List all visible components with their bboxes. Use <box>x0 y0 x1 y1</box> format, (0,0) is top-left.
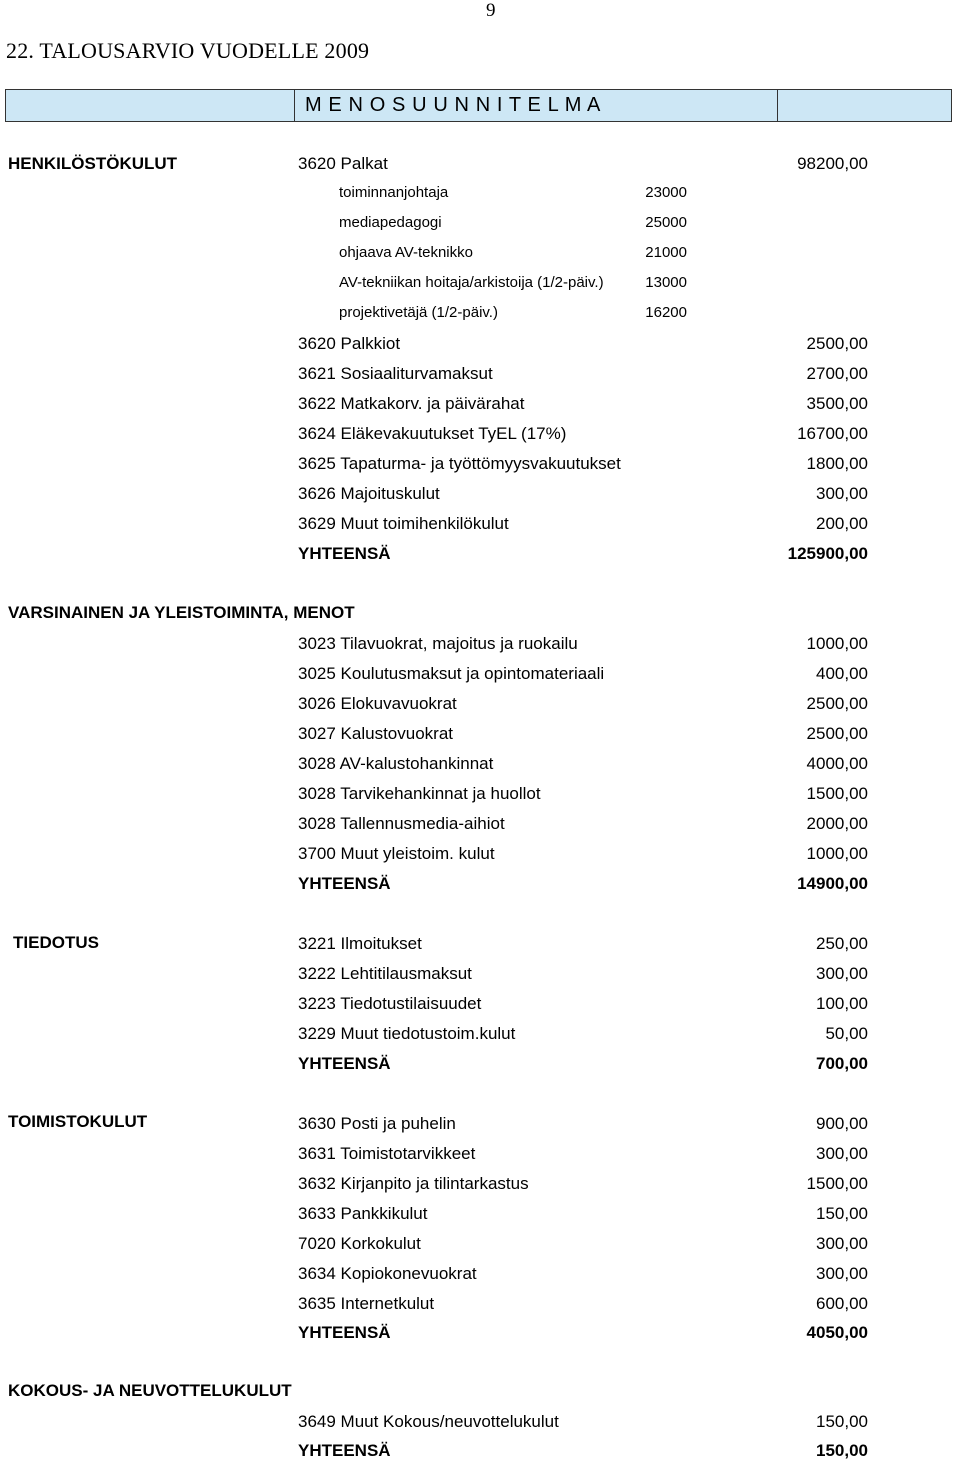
line-label: 3026 Elokuvavuokrat <box>298 694 457 713</box>
line-amount: 1500,00 <box>806 784 868 803</box>
budget-line <box>298 1204 868 1226</box>
budget-line <box>298 1024 868 1046</box>
budget-line <box>298 154 868 176</box>
section-total <box>298 874 868 896</box>
salary-item-amount: 25000 <box>645 214 687 231</box>
total-amount: 700,00 <box>816 1054 868 1073</box>
line-amount: 900,00 <box>816 1114 868 1133</box>
line-amount: 600,00 <box>816 1294 868 1313</box>
section-title-varsinainen: VARSINAINEN JA YLEISTOIMINTA, MENOT <box>8 603 355 622</box>
budget-line <box>298 844 868 866</box>
line-amount: 1500,00 <box>806 1174 868 1193</box>
budget-line <box>298 454 868 476</box>
line-label: 3634 Kopiokonevuokrat <box>298 1264 477 1283</box>
salary-item-amount: 21000 <box>645 244 687 261</box>
section-title-tiedotus: TIEDOTUS <box>13 933 99 952</box>
budget-line <box>298 634 868 656</box>
total-label: YHTEENSÄ <box>298 874 391 893</box>
line-amount: 300,00 <box>816 1234 868 1253</box>
section-title-toimisto: TOIMISTOKULUT <box>8 1112 148 1131</box>
line-label: 3625 Tapaturma- ja työttömyysvakuutukset <box>298 454 621 473</box>
section-title-henkilosto: HENKILÖSTÖKULUT <box>8 154 178 173</box>
line-label: 3620 Palkkiot <box>298 334 401 353</box>
line-label: 7020 Korkokulut <box>298 1234 421 1253</box>
budget-line <box>298 334 868 356</box>
line-label: 3633 Pankkikulut <box>298 1204 428 1223</box>
line-amount: 2700,00 <box>806 364 868 383</box>
section-total <box>298 1441 868 1463</box>
budget-line <box>298 814 868 836</box>
line-label: 3629 Muut toimihenkilökulut <box>298 514 509 533</box>
salary-item-label: mediapedagogi <box>339 214 442 231</box>
line-label: 3631 Toimistotarvikkeet <box>298 1144 476 1163</box>
line-label: 3635 Internetkulut <box>298 1294 435 1313</box>
line-label: 3028 Tallennusmedia-aihiot <box>298 814 505 833</box>
total-label: YHTEENSÄ <box>298 544 391 563</box>
budget-line <box>298 484 868 506</box>
line-amount: 16700,00 <box>797 424 868 443</box>
line-label: 3624 Eläkevakuutukset TyEL (17%) <box>298 424 567 443</box>
line-label: 3028 AV-kalustohankinnat <box>298 754 494 773</box>
line-label: 3027 Kalustovuokrat <box>298 724 453 743</box>
line-amount: 200,00 <box>816 514 868 533</box>
line-amount: 2500,00 <box>806 724 868 743</box>
line-label: 3621 Sosiaaliturvamaksut <box>298 364 493 383</box>
section-total <box>298 544 868 566</box>
budget-line <box>298 784 868 806</box>
budget-line <box>298 1174 868 1196</box>
line-amount: 4000,00 <box>806 754 868 773</box>
line-label: 3023 Tilavuokrat, majoitus ja ruokailu <box>298 634 578 653</box>
budget-line <box>298 1234 868 1256</box>
budget-line <box>298 664 868 686</box>
line-amount: 1800,00 <box>806 454 868 473</box>
salary-item-label: projektivetäjä (1/2-päiv.) <box>339 304 498 321</box>
section-total <box>298 1323 868 1345</box>
line-label: 3626 Majoituskulut <box>298 484 440 503</box>
budget-line <box>298 1412 868 1434</box>
budget-line <box>298 694 868 716</box>
line-amount: 150,00 <box>816 1204 868 1223</box>
line-amount: 1000,00 <box>806 634 868 653</box>
line-amount: 300,00 <box>816 484 868 503</box>
salary-item-amount: 13000 <box>645 274 687 291</box>
line-label: 3222 Lehtitilausmaksut <box>298 964 472 983</box>
budget-line <box>298 724 868 746</box>
budget-line <box>298 994 868 1016</box>
budget-line <box>298 424 868 446</box>
total-label: YHTEENSÄ <box>298 1323 391 1342</box>
line-amount: 3500,00 <box>806 394 868 413</box>
total-amount: 150,00 <box>816 1441 868 1460</box>
total-amount: 14900,00 <box>797 874 868 893</box>
line-label: 3620 Palkat <box>298 154 388 173</box>
line-amount: 150,00 <box>816 1412 868 1431</box>
section-total <box>298 1054 868 1076</box>
budget-line <box>298 754 868 776</box>
line-label: 3622 Matkakorv. ja päivärahat <box>298 394 525 413</box>
banner-divider <box>777 90 778 121</box>
line-label: 3632 Kirjanpito ja tilintarkastus <box>298 1174 529 1193</box>
page-number: 9 <box>486 0 496 21</box>
total-label: YHTEENSÄ <box>298 1054 391 1073</box>
salary-item-label: AV-tekniikan hoitaja/arkistoija (1/2-päiv.) <box>339 274 604 291</box>
line-amount: 300,00 <box>816 964 868 983</box>
total-amount: 4050,00 <box>806 1323 868 1342</box>
line-label: 3025 Koulutusmaksut ja opintomateriaali <box>298 664 605 683</box>
total-label: YHTEENSÄ <box>298 1441 391 1460</box>
line-label: 3229 Muut tiedotustoim.kulut <box>298 1024 516 1043</box>
line-label: 3028 Tarvikehankinnat ja huollot <box>298 784 541 803</box>
budget-line <box>298 394 868 416</box>
budget-line <box>298 364 868 386</box>
budget-line <box>298 514 868 536</box>
line-amount: 300,00 <box>816 1264 868 1283</box>
salary-item-label: ohjaava AV-teknikko <box>339 244 473 261</box>
line-label: 3223 Tiedotustilaisuudet <box>298 994 482 1013</box>
total-amount: 125900,00 <box>787 544 868 563</box>
salary-item-label: toiminnanjohtaja <box>339 184 449 201</box>
page-heading: 22. TALOUSARVIO VUODELLE 2009 <box>6 38 370 63</box>
budget-line <box>298 1114 868 1136</box>
line-amount: 400,00 <box>816 664 868 683</box>
banner-title: M E N O S U U N N I T E L M A <box>305 94 601 116</box>
budget-line <box>298 934 868 956</box>
line-label: 3221 Ilmoitukset <box>298 934 422 953</box>
budget-line <box>298 1264 868 1286</box>
line-amount: 250,00 <box>816 934 868 953</box>
line-amount: 98200,00 <box>797 154 868 173</box>
banner-row <box>5 89 952 122</box>
banner-divider <box>294 90 295 121</box>
salary-item-amount: 23000 <box>645 184 687 201</box>
line-label: 3630 Posti ja puhelin <box>298 1114 456 1133</box>
section-title-kokous: KOKOUS- JA NEUVOTTELUKULUT <box>8 1381 292 1400</box>
line-amount: 100,00 <box>816 994 868 1013</box>
budget-line <box>298 1144 868 1166</box>
line-amount: 1000,00 <box>806 844 868 863</box>
line-amount: 2500,00 <box>806 334 868 353</box>
line-amount: 300,00 <box>816 1144 868 1163</box>
line-amount: 2500,00 <box>806 694 868 713</box>
budget-line <box>298 964 868 986</box>
line-label: 3649 Muut Kokous/neuvottelukulut <box>298 1412 559 1431</box>
line-label: 3700 Muut yleistoim. kulut <box>298 844 495 863</box>
salary-item-amount: 16200 <box>645 304 687 321</box>
line-amount: 2000,00 <box>806 814 868 833</box>
budget-line <box>298 1294 868 1316</box>
line-amount: 50,00 <box>825 1024 868 1043</box>
